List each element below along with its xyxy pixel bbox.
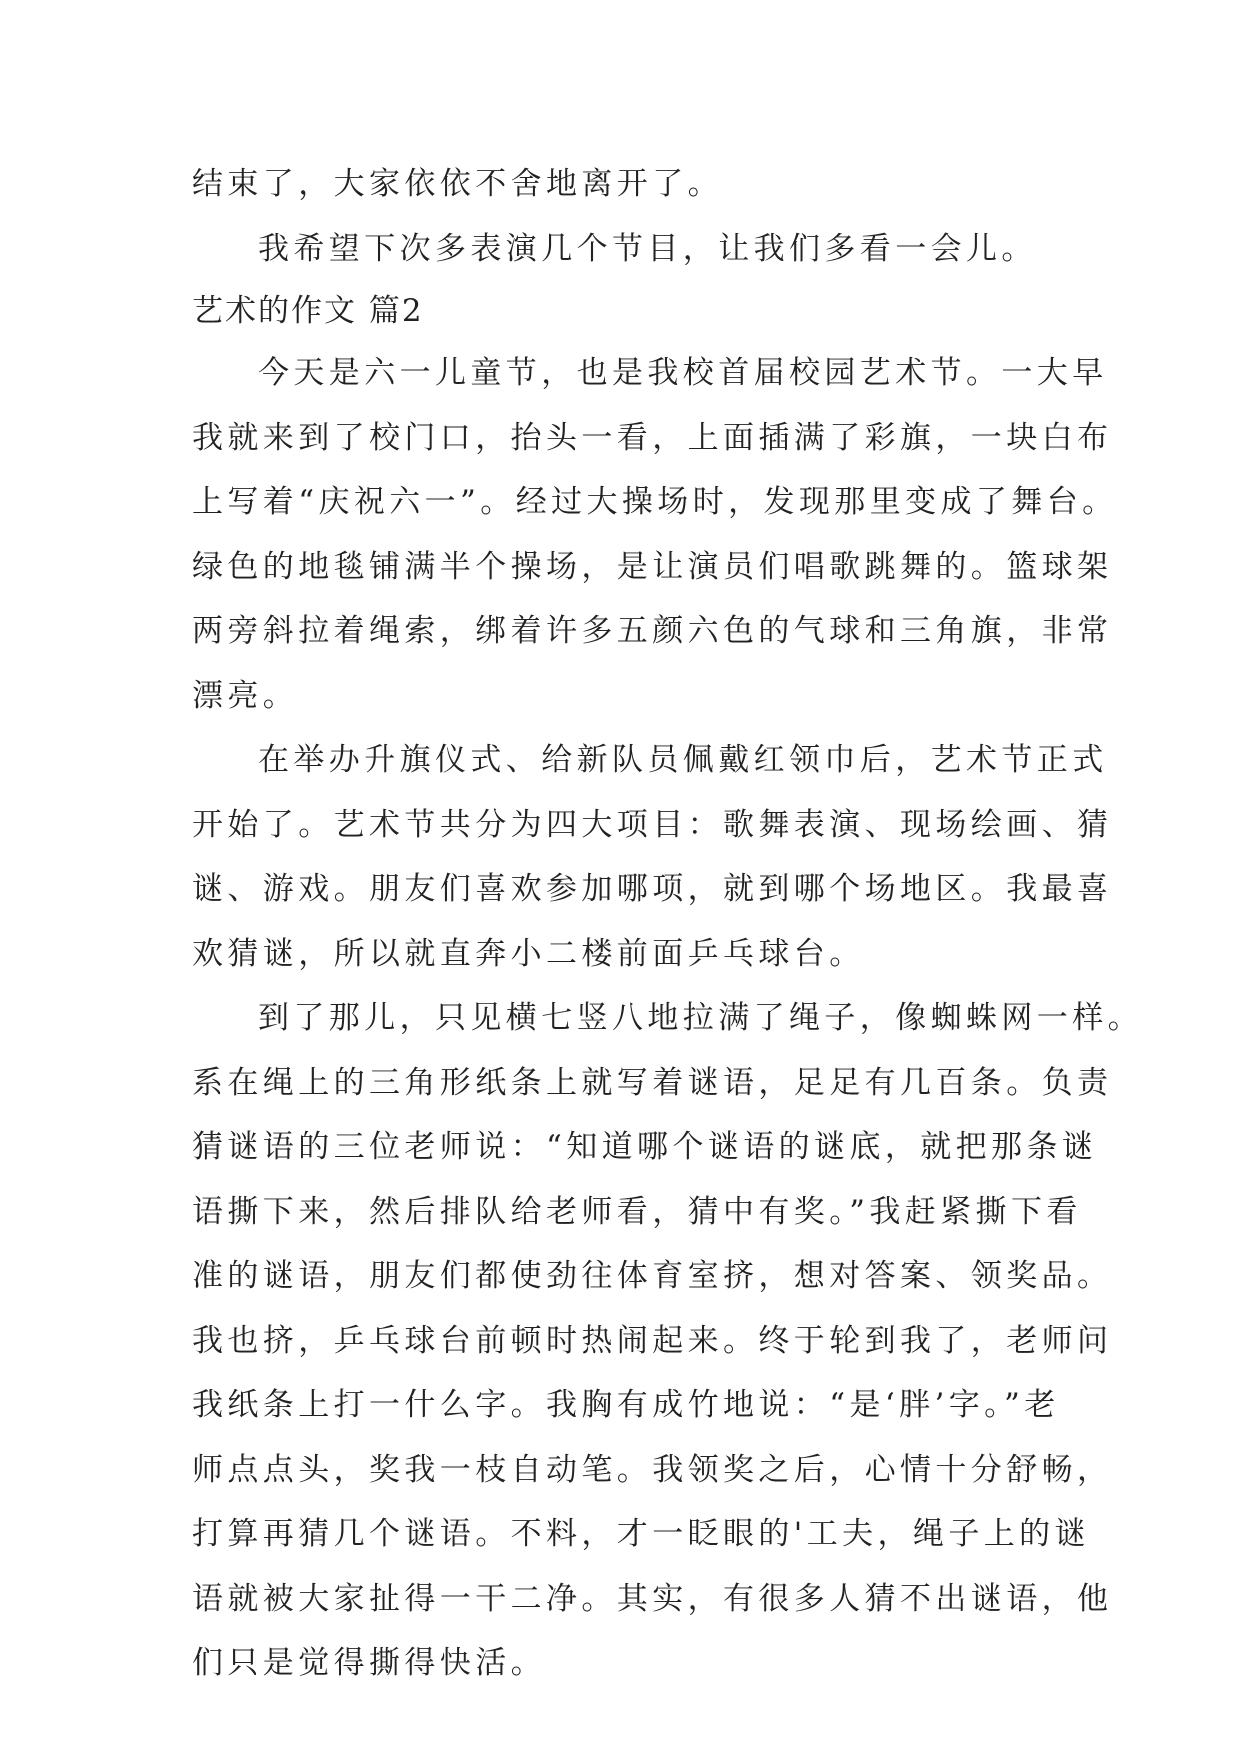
- text-line: 我纸条上打一什么字。我胸有成竹地说：“是‘胖’字。”老: [192, 1387, 1060, 1423]
- text-line: 谜、游戏。朋友们喜欢参加哪项，就到哪个场地区。我最喜: [192, 871, 1113, 907]
- text-line: 上写着“庆祝六一”。经过大操场时，发现那里变成了舞台。: [192, 484, 1118, 520]
- text-line: 师点点头，奖我一枝自动笔。我领奖之后，心情十分舒畅，: [192, 1451, 1113, 1488]
- text-line: 我也挤，乒乓球台前顿时热闹起来。终于轮到我了，老师问: [192, 1322, 1113, 1359]
- text-line: 打算再猜几个谜语。不料，才一眨眼的'工夫，绳子上的谜: [192, 1516, 1090, 1552]
- text-line: 开始了。艺术节共分为四大项目：歌舞表演、现场绘画、猜: [192, 806, 1113, 843]
- text-line: 结束了，大家依依不舍地离开了。: [192, 166, 723, 202]
- paragraph-2: [192, 728, 1113, 986]
- text-line: 到了那儿，只见横七竖八地拉满了绳子，像蜘蛛网一样。: [258, 1000, 1143, 1036]
- document-body: [192, 152, 1143, 1696]
- text-line: 漂亮。: [192, 677, 299, 714]
- text-line: 我希望下次多表演几个节目，让我们多看一会儿。: [258, 230, 1037, 267]
- paragraph-3: [192, 986, 1143, 1696]
- text-line: 准的谜语，朋友们都使劲往体育室挤，想对答案、领奖品。: [192, 1258, 1113, 1294]
- text-line: 今天是六一儿童节，也是我校首届校园艺术节。一大早: [258, 355, 1108, 391]
- text-line: 语就被大家扯得一干二净。其实，有很多人猜不出谜语，他: [192, 1580, 1113, 1617]
- text-line: 系在绳上的三角形纸条上就写着谜语，足足有几百条。负责: [192, 1064, 1113, 1101]
- text-line: 绿色的地毯铺满半个操场，是让演员们唱歌跳舞的。篮球架: [192, 548, 1113, 585]
- section-heading: 艺术的作文 篇2: [192, 293, 424, 329]
- text-line: 我就来到了校门口，抬头一看，上面插满了彩旗，一块白布: [192, 419, 1113, 456]
- text-line: 猜谜语的三位老师说：“知道哪个谜语的谜底，就把那条谜: [192, 1129, 1098, 1165]
- text-line: 在举办升旗仪式、给新队员佩戴红领巾后，艺术节正式: [258, 742, 1108, 778]
- text-line: 两旁斜拉着绳索，绑着许多五颜六色的气球和三角旗，非常: [192, 613, 1113, 649]
- text-line: 们只是觉得撕得快活。: [192, 1645, 546, 1681]
- text-line: 语撕下来，然后排队给老师看，猜中有奖。”我赶紧撕下看: [192, 1193, 1082, 1230]
- text-line: 欢猜谜，所以就直奔小二楼前面乒乓球台。: [192, 935, 865, 972]
- paragraph-1: [192, 341, 1118, 728]
